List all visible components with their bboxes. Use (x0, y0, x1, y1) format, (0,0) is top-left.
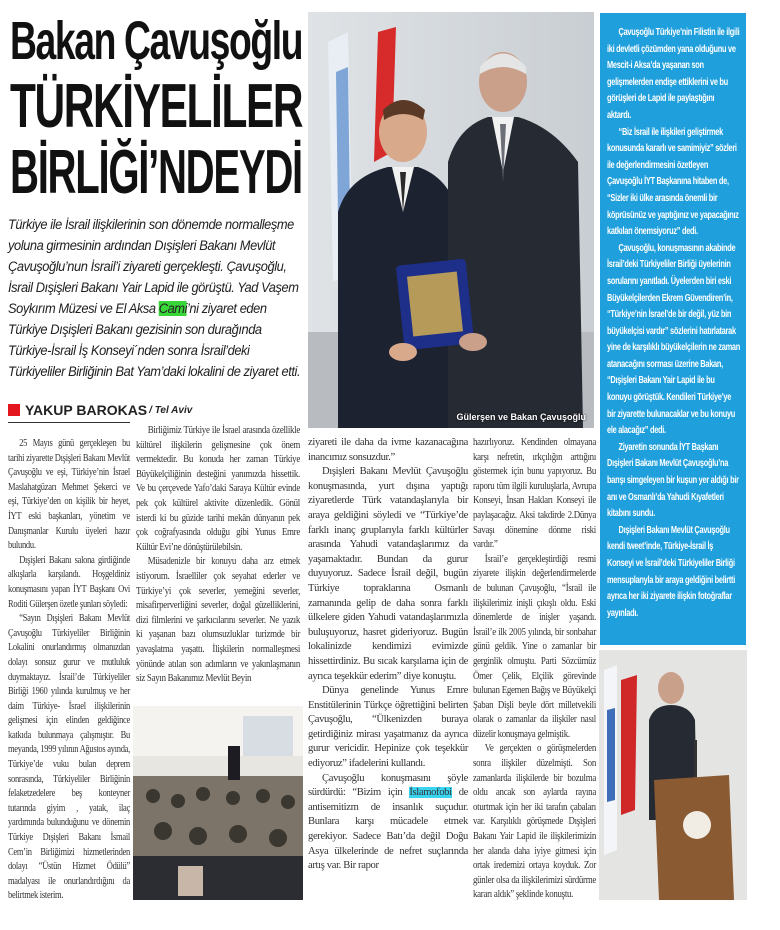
column-body (473, 436, 596, 903)
sidebar-text (607, 25, 740, 622)
paragraph: “Sayın Dışişleri Bakanı Mevlüt Çavuşoğlu Türkiyeliler Birliğinin Lokalini onurlandırmış olmanızdan dolayı sonsuz gurur ve mutluluk duymaktayız. İsrail’de Türkiyeliler Birliği 1960 yılında kurulmuş ve her daim Türkiye- İsrael ilişkilerinin gelişmesi için elinden geldiğince katkıda bulunmaya çalışmıştır. Bu meyanda, 1999 yılının Ağustos ayında, Türkiye’de vuku bulan deprem sonrasında, Türkiyeliler Birliğinin felaketzedelere beş konteyner tutarında giyim , yatak, ilaç yardımında bulunduğunu ve dönemin Türkiye Dışişleri Bakanı İsmail Cem’in Birliğimizi hizmetlerinden dolayı “Üstün Hizmet Ödülü” madalyası ile onurlandırdığını da belirtmek isterim. (8, 613, 131, 902)
meeting-photo (133, 706, 303, 900)
sidebar-paragraph: Ziyaretin sonunda İYT Başkanı Dışişleri Bakanı Mevlüt Çavuşoğlu’na barışı simgeleyen bir kuşun yer aldığı bir anı ve Osmanlı’da Yahudi Kıyafetleri kitabını sundu. (607, 441, 739, 520)
byline-author: YAKUP BAROKAS (25, 402, 148, 418)
byline-square-icon (8, 404, 20, 416)
paragraph: 25 Mayıs günü gerçekleşen bu tarihi ziyarette Dışişleri Bakanı Mevlüt Çavuşoğlu ve eşi, Türkiye’nin İsrael Maslahatgüzarı Mehmet Şekerci ve eşi, Türkiye’den on kişilik bir heyet, İYT eski başkanları, yönetim ve Danışmanlar Kurulu üyeleri hazır bulundu. (8, 438, 131, 552)
paragraph: Dışişleri Bakanı Mevlüt Çavuşoğlu konuşmasında, yurt dışına yaptığı ziyaretlerde Türk vatandaşlarıyla bir araya geldiğini söyledi ve “Türkiye’de farklı inanç gruplarıyla farklı kültürler arasında Yahudi vatandaşlarımız da yaşamaktadır. Bundan da gurur duyuyoruz. Sadece İsrail değil, bugün Türkiye topraklarına Osmanlı zamanında gelip de daha sonra farklı ülkelere giden Yahudi vatandaşlarımızla buluşuyoruz, hasret gideriyoruz. Bugün lokalinizde kendimizi evimizde hissettirdiniz. Bu sıcak karşılama için de ayrıca teşekkür ederim” diye konuştu. (308, 466, 468, 682)
highlight-term: İslamofobi (409, 787, 452, 799)
paragraph: ziyareti ile daha da ivme kazanacağına inancımız sonsuzdur.” (308, 437, 468, 463)
article-column-2 (136, 424, 300, 687)
sidebar-paragraph: Çavuşoğlu, konuşmasının akabinde İsrail’deki Türkiyeliler Birliği üyelerinin sorularını yanıtladı. Üyelerden biri eski Büyükelçilerden Ekrem Güvendiren’in, “Türkiye’nin İsrael’de bir değil, yüz bin büyükelçisi vardır” sözlerini hatırlatarak yine de karşılıklı büyükelçilerin ne zaman atanacağını sorması üzerine Bakan, “Dışişleri Bakanı Yair Lapid ile bu konuyu görüştük. Kendileri Türkiye’ye bir ziyarette bulunacaklar ve bu konuyu ele alacağız” dedi. (607, 242, 740, 437)
main-photo (308, 12, 594, 428)
podium-photo (599, 650, 747, 900)
text: de antisemitizm de insanlık suçudur. Bunlara karşı mücadele etmek gerekiyor. Sadece Batı’da değil Doğu Asya ülkelerinde de nefret suçlarında artış var. Bir rapor (308, 787, 468, 872)
paragraph: Birliğimiz Türkiye ile İsrael arasında özellikle kültürel ilişkilerin gelişmesine çok önem vermektedir. Bu konuda her zaman Türkiye Büyükelçiliğinin desteğini yanımızda hissettik. Ve bu çerçevede Yafo’daki Saraya Kültür evinde pek çok kültürel aktivite düzenledik. Gönül isterdi ki bu güzide tarihi mekân dünyanın pek çok coğrafyasında olduğu gibi Yunus Emre Kültür Evi’ne dönüştürülebilsin. (136, 425, 300, 553)
byline (8, 402, 193, 423)
article-column-3 (308, 436, 468, 874)
paragraph: hazırlıyoruz. Kendinden olmayana karşı nefretin, ırkçılığın arttığını göstermek için bunu yapıyoruz. Bu raporu tüm ilgili kuruluşlarla, Avrupa Konseyi, İnsan Hakları Konseyi ile paylaşacağız. Aksi takdirde 2.Dünya Savaşı dönemine dönme riski vardır.” (473, 437, 596, 551)
paragraph: Dışişleri Bakanı salona girdiğinde alkışlarla karşılandı. Hoşgeldiniz konuşmasını yapan İYT Başkanı Ovi Roditi Gülerşen özetle şunları söyledi: (8, 554, 131, 610)
intro-text-end: ’ni ziyaret eden Türkiye Dışişleri Bakanı gezisinin son durağında Türkiye-İsrail İş Konseyi´nden sonra İsrail’deki Türkiyeliler Birliğinin Bat Yam’daki lokalini de ziyaret etti. (8, 301, 301, 379)
sidebar-box (600, 13, 746, 645)
text: Çavuşoğlu konuşmasını şöyle sürdürdü: “Bizim için (308, 772, 468, 799)
article-column-1 (8, 437, 130, 904)
sidebar-paragraph: Dışişleri Bakanı Mevlüt Çavuşoğlu kendi tweet’inde, Türkiye-İsrail İş Konseyi ve İsrail’deki Türkiyeliler Birliği mensuplarıyla bir araya geldiğini belirtti ayrıca her iki ziyarete ilişkin fotoğraflar yayınladı. (607, 524, 735, 619)
article-column-4 (473, 436, 596, 903)
column-body (8, 437, 130, 904)
column-body (308, 436, 468, 874)
byline-location: / Tel Aviv (149, 404, 193, 416)
paragraph: Ve gerçekten o görüşmelerden sonra ilişkiler düzelmişti. Son zamanlarda ilişkilerde bir bozulma oldu ancak son aylarda rayına oturtmak için her iki tarafın çabaları var. Karşılıklı görüşmede Dışişleri Bakanı Yair Lapid ile ilişkilerimizin her alanda daha iyiye gitmesi için ortak iredemizi ortaya koyduk. Zor günler olsa da ilişkilerimizi sürdürme kararı aldık” şeklinde konuştu. (473, 743, 596, 901)
paragraph: Müsadenizle bir konuyu daha arz etmek istiyorum. İsraelliler çok seyahat ederler ve Türkiye’yi çok severler, yemeğini severler, misafirperverliğini severler, doğal güzelliklerini, dizi filmlerini ve şarkıcılarını severler. Ne yazık ki yaşanan bazı olumsuzluklar turizmde bir yavaşlatma yaşattı. İlişkilerin normalleşmesi yönünde atılan son adımların ve yakınlaşmanın siz Sayın Bakanımız Mevlüt Beyin (136, 556, 300, 685)
sidebar-paragraph: Çavuşoğlu Türkiye’nin Filistin ile ilgili iki devletli çözümden yana olduğunu ve Mescit-i Aksa’da yaşanan son gelişmelerden endişe ettiklerini ve bu görüşleri de Lapid ile paylaştığını aktardı. (607, 27, 740, 121)
sidebar-paragraph: “Biz İsrail ile ilişkileri geliştirmek konusunda kararlı ve samimiyiz” sözleri ile değerlendirmesini özetleyen Çavuşoğlu İYT Başkanına hitaben de, “Sizler iki ülke arasında önemli bir köprüsünüz ve yaptığınız ve yapacağınız katkıları önemsiyoruz” dedi. (607, 126, 739, 238)
headline (10, 8, 302, 206)
sidebar-body (607, 25, 740, 622)
headline-line-1: Bakan Çavuşoğlu (10, 11, 303, 71)
paragraph (308, 772, 468, 874)
paragraph: İsrail’e gerçekleştirdiği resmi ziyarete ilişkin değerlendirmelerde de bulunan Çavuşoğlu, “İsrail ile ilişkilerimiz inişli çıkışlı oldu. Eski dönemlerde de inişler yaşandı. İsrail’e ilk 2005 yılında, bir sonbahar günü geldik. Yine o zamanlar bir gerginlik olmuştu. Parti Sözcümüz Ömer Çelik, Elçilik görevinde bulunan Egemen Bağış ve Büyükelçi Şaban Dişli beyle dört milletvekili olarak o zamanlar da ilişkiler nasıl düzelir konuşmaya gelmiştik. (473, 553, 596, 740)
intro-highlight: Cami (158, 301, 188, 316)
headline-line-3: BİRLİĞİ’NDEYDİ (10, 138, 302, 207)
meeting-photo-image (133, 706, 303, 900)
column-body (136, 424, 300, 687)
paragraph: Dünya genelinde Yunus Emre Enstitülerinin Türkçe öğrettiğini belirten Çavuşoğlu, “Ülkenizden buraya getirdiğiniz mirası yaşatmanız da ayrıca gurur vericidir. Hepinize çok teşekkür ediyoruz” ifadelerini kullandı. (308, 685, 468, 770)
main-photo-caption: Gülerşen ve Bakan Çavuşoğlu (456, 412, 586, 422)
intro-body (8, 214, 304, 382)
main-photo-image (308, 12, 594, 428)
headline-line-2: TÜRKİYELİLER (10, 72, 303, 141)
podium-photo-image (599, 650, 747, 900)
intro-text: Türkiye ile İsrail ilişkilerinin son dönemde normalleşme yoluna girmesinin ardından Dışişleri Bakanı Mevlüt Çavuşoğlu’nun İsrail’i ziyareti gerçekleşti. Çavuşoğlu, İsrail Dışişleri Bakanı Yair Lapid ile görüştü. Yad Vaşem Soykırım Müzesi ve El Aksa (8, 217, 299, 316)
intro-paragraph (8, 214, 304, 382)
